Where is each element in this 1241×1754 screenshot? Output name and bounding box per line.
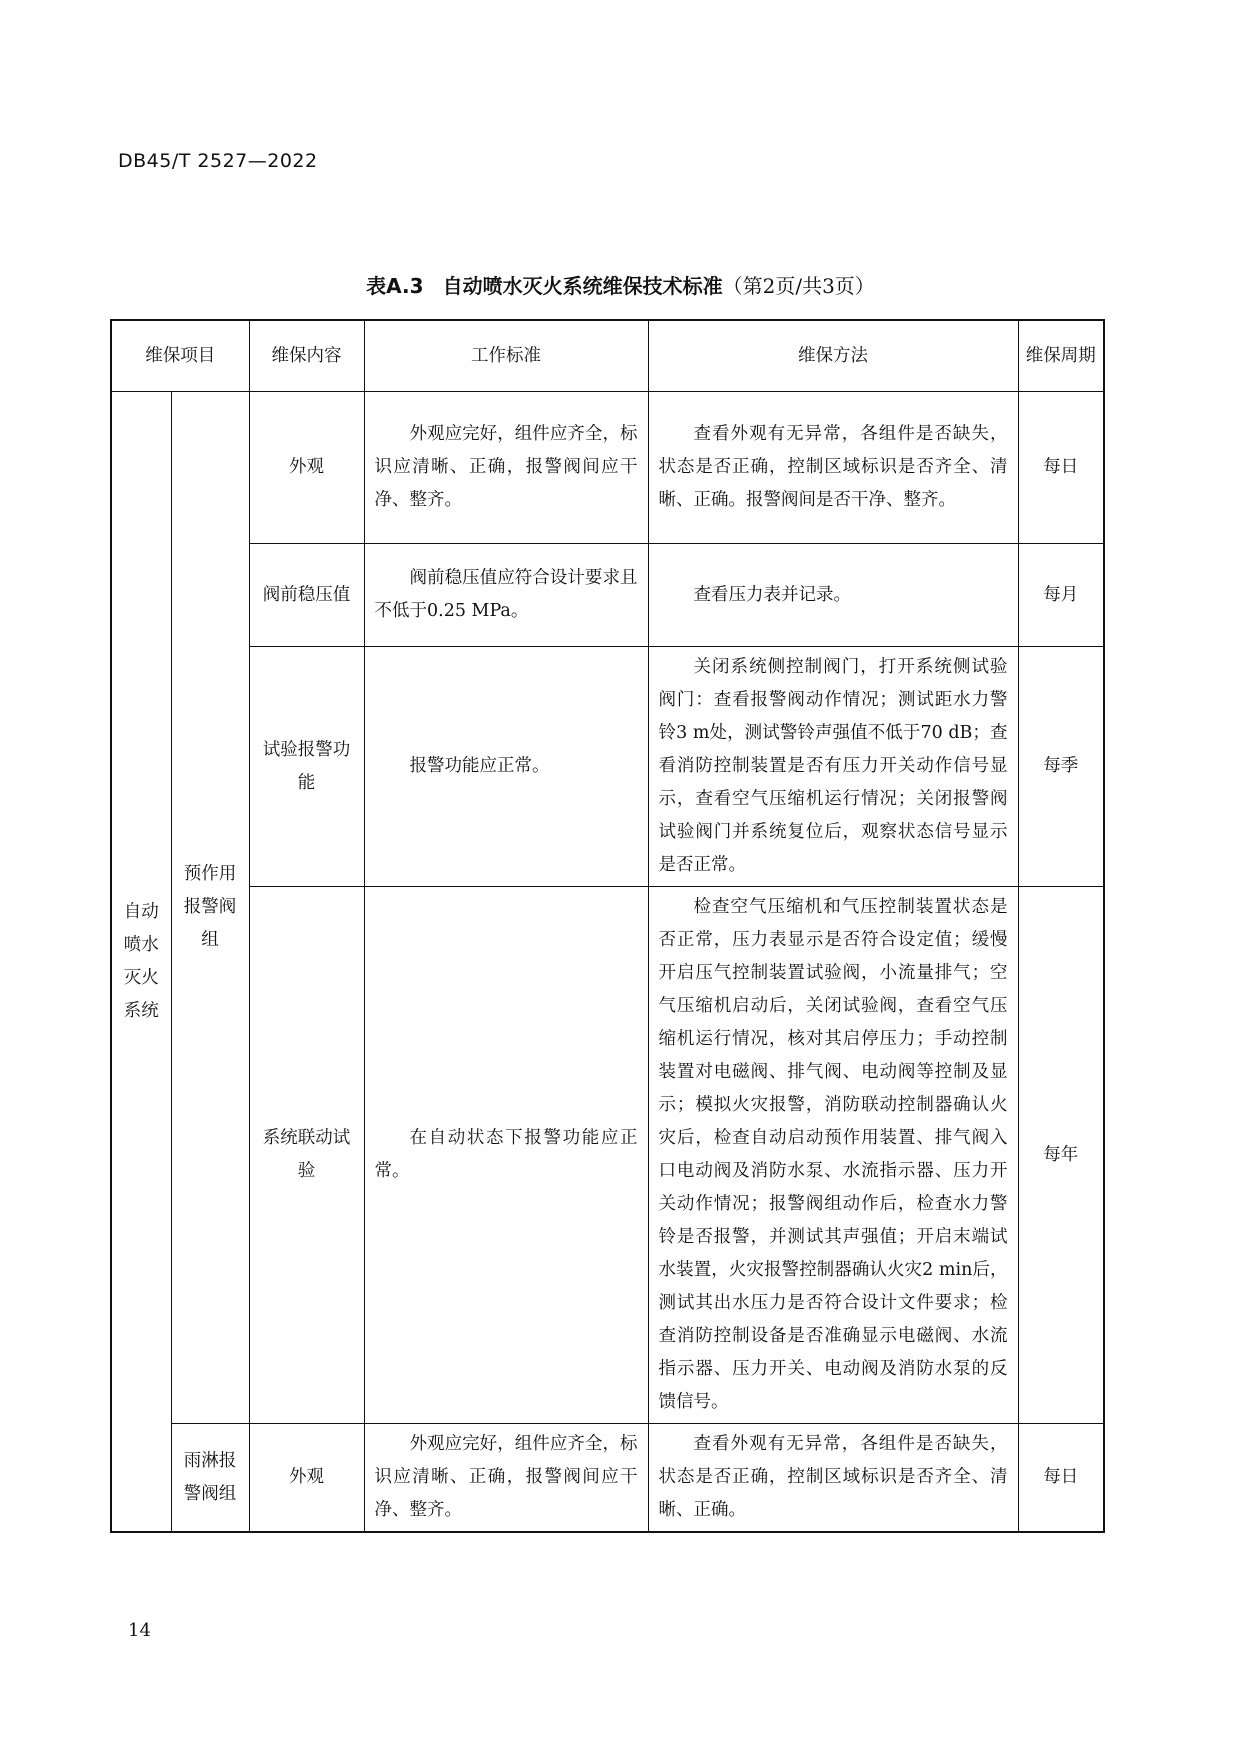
content-cell: 外观 <box>249 1424 364 1533</box>
content-cell: 外观 <box>249 392 364 544</box>
content-cell: 试验报警功能 <box>249 647 364 887</box>
content-cell: 阀前稳压值 <box>249 544 364 647</box>
period-cell: 每年 <box>1018 887 1104 1424</box>
table-title: 自动喷水灭火系统维保技术标准 <box>442 274 723 298</box>
group-deluge-cell: 雨淋报警阀组 <box>171 1424 249 1533</box>
standard-cell: 外观应完好，组件应齐全，标识应清晰、正确，报警阀间应干净、整齐。 <box>364 1424 648 1533</box>
maintenance-standard-table <box>110 319 1105 1533</box>
table-label: 表A.3 <box>366 274 424 298</box>
table-row <box>111 392 1104 544</box>
standard-cell: 在自动状态下报警功能应正常。 <box>364 887 648 1424</box>
period-cell: 每日 <box>1018 392 1104 544</box>
method-cell: 查看压力表并记录。 <box>648 544 1018 647</box>
document-id: DB45/T 2527—2022 <box>118 150 318 172</box>
period-cell: 每日 <box>1018 1424 1104 1533</box>
method-cell: 检查空气压缩机和气压控制装置状态是否正常，压力表显示是否符合设定值；缓慢开启压气控制装置试验阀，小流量排气；空气压缩机启动后，关闭试验阀，查看空气压缩机运行情况，核对其启停压力；手动控制装置对电磁阀、排气阀、电动阀等控制及显示；模拟火灾报警，消防联动控制器确认火灾后，检查自动启动预作用装置、排气阀入口电动阀及消防水泵、水流指示器、压力开关动作情况；报警阀组动作后，检查水力警铃是否报警，并测试其声强值；开启末端试水装置，火灾报警控制器确认火灾2 min后，测试其出水压力是否符合设计文件要求；检查消防控制设备是否准确显示电磁阀、水流指示器、压力开关、电动阀及消防水泵的反馈信号。 <box>648 887 1018 1424</box>
group-preaction-cell: 预作用报警阀组 <box>171 392 249 1424</box>
content-cell: 系统联动试验 <box>249 887 364 1424</box>
table-caption <box>0 270 1241 299</box>
table-page-note: （第2页/共3页） <box>722 274 875 298</box>
header-period: 维保周期 <box>1018 320 1104 392</box>
header-content: 维保内容 <box>249 320 364 392</box>
table-row <box>111 544 1104 647</box>
table-row <box>111 1424 1104 1533</box>
table-row <box>111 887 1104 1424</box>
header-standard: 工作标准 <box>364 320 648 392</box>
standard-cell: 阀前稳压值应符合设计要求且不低于0.25 MPa。 <box>364 544 648 647</box>
header-item: 维保项目 <box>111 320 249 392</box>
page-number: 14 <box>128 1620 151 1641</box>
system-cell: 自动喷水灭火系统 <box>111 392 171 1533</box>
method-cell: 关闭系统侧控制阀门，打开系统侧试验阀门：查看报警阀动作情况；测试距水力警铃3 m处，测试警铃声强值不低于70 dB；查看消防控制装置是否有压力开关动作信号显示，查看空气压缩机运行情况；关闭报警阀试验阀门并系统复位后，观察状态信号显示是否正常。 <box>648 647 1018 887</box>
standard-cell: 外观应完好，组件应齐全，标识应清晰、正确，报警阀间应干净、整齐。 <box>364 392 648 544</box>
period-cell: 每季 <box>1018 647 1104 887</box>
table-row <box>111 647 1104 887</box>
table-header-row <box>111 320 1104 392</box>
method-cell: 查看外观有无异常，各组件是否缺失，状态是否正确，控制区域标识是否齐全、清晰、正确。报警阀间是否干净、整齐。 <box>648 392 1018 544</box>
period-cell: 每月 <box>1018 544 1104 647</box>
standard-cell: 报警功能应正常。 <box>364 647 648 887</box>
header-method: 维保方法 <box>648 320 1018 392</box>
method-cell: 查看外观有无异常，各组件是否缺失，状态是否正确，控制区域标识是否齐全、清晰、正确。 <box>648 1424 1018 1533</box>
